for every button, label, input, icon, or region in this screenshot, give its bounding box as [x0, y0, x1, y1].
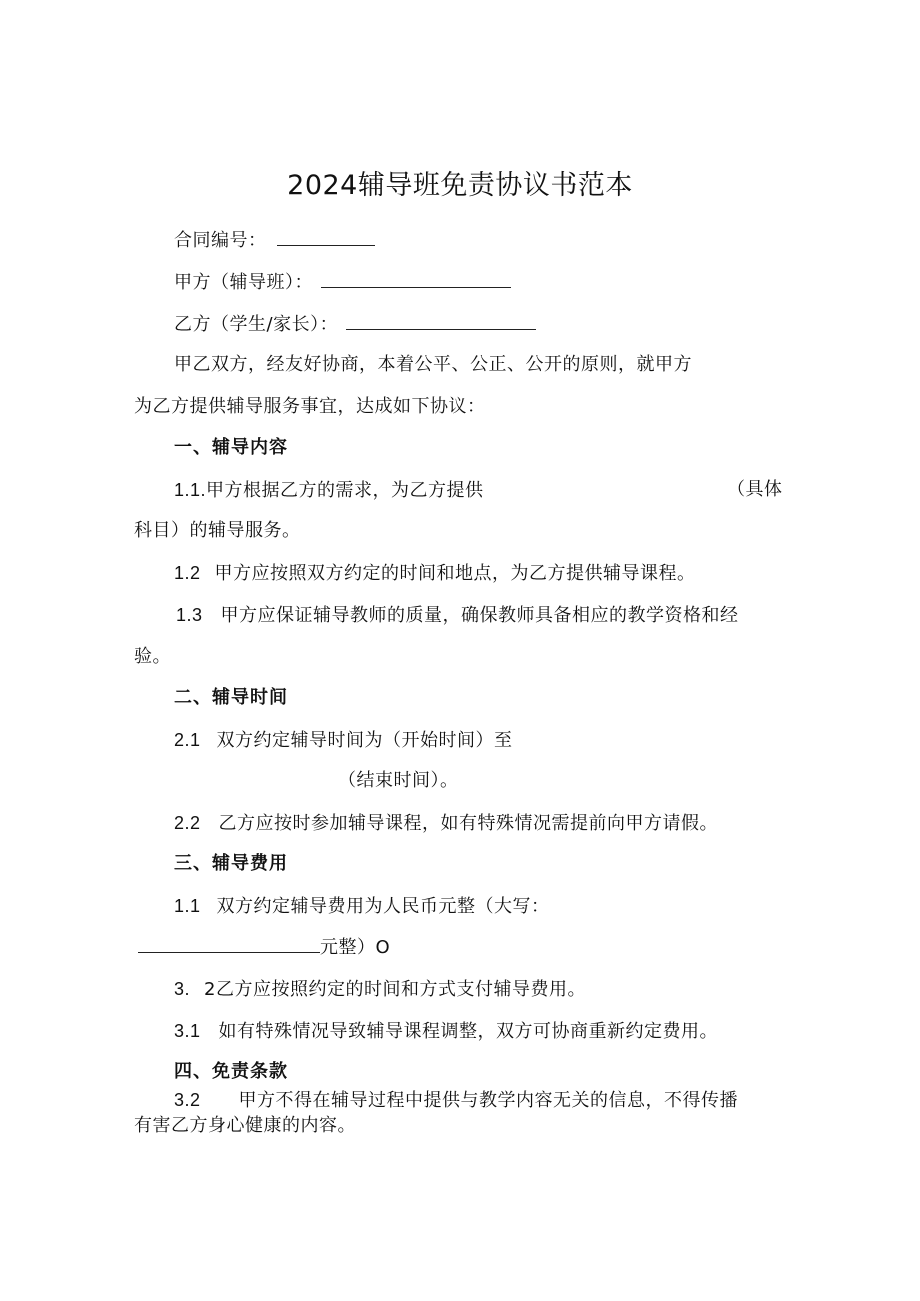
- clause-1-1-tail: （具体: [727, 479, 783, 500]
- clause-2-1-line2: （结束时间）。: [338, 770, 459, 791]
- clause-3-3: [174, 1019, 718, 1044]
- clause-1-1: [174, 478, 484, 503]
- party-b-row: [174, 313, 536, 337]
- contract-no-label: 合同编号：: [174, 230, 267, 251]
- party-a-blank: [321, 271, 511, 288]
- clause-number: 3.: [174, 979, 191, 999]
- clause-3-1: [174, 894, 550, 919]
- clause-text: 双方约定辅导费用为人民币元整（大写：: [216, 896, 550, 917]
- clause-text: 甲方应按照双方约定的时间和地点，为乙方提供辅导课程。: [214, 563, 696, 584]
- document-title: 2024辅导班免责协议书范本: [287, 170, 633, 201]
- clause-2-2: [174, 811, 718, 836]
- party-b-label: 乙方（学生/家长）：: [174, 314, 339, 335]
- clause-text: 乙方应按时参加辅导课程，如有特殊情况需提前向甲方请假。: [218, 813, 719, 834]
- clause-number: 2.1: [174, 730, 201, 750]
- amount-blank: [138, 936, 320, 953]
- clause-number: 2.2: [174, 813, 201, 833]
- clause-1-3-line2: 验。: [134, 646, 171, 667]
- clause-number: 1.2: [174, 563, 201, 583]
- clause-number: 3.1: [174, 1021, 201, 1041]
- party-a-label: 甲方（辅导班）：: [174, 272, 313, 293]
- contract-no-blank: [277, 229, 375, 246]
- section-3-heading: 三、辅导费用: [174, 853, 288, 874]
- section-2-heading: 二、辅导时间: [174, 687, 288, 708]
- clause-number: 1.1.: [174, 480, 207, 500]
- clause-1-2: [174, 561, 696, 586]
- clause-text: 甲方不得在辅导过程中提供与教学内容无关的信息，不得传播: [238, 1090, 739, 1111]
- clause-2-1: [174, 728, 513, 753]
- clause-text: 双方约定辅导时间为（开始时间）至: [216, 730, 513, 751]
- clause-4-1-line2: 有害乙方身心健康的内容。: [134, 1115, 356, 1136]
- clause-1-3: [176, 603, 739, 628]
- clause-text: 甲方应保证辅导教师的质量，确保教师具备相应的教学资格和经: [220, 605, 739, 626]
- intro-paragraph-line2: 为乙方提供辅导服务事宜，达成如下协议：: [134, 396, 486, 417]
- clause-number: 1.3: [176, 605, 203, 625]
- clause-3-2: [174, 977, 586, 1002]
- party-a-row: [174, 271, 511, 295]
- clause-text: 2乙方应按照约定的时间和方式支付辅导费用。: [204, 979, 586, 1000]
- clause-text: 元整）O: [320, 937, 391, 958]
- section-1-heading: 一、辅导内容: [174, 437, 288, 458]
- clause-4-1: [174, 1088, 738, 1113]
- section-4-heading: 四、免责条款: [174, 1061, 288, 1082]
- clause-number: 3.2: [174, 1090, 201, 1110]
- clause-text: 甲方根据乙方的需求，为乙方提供: [206, 480, 484, 501]
- party-b-blank: [346, 313, 536, 330]
- clause-number: 1.1: [174, 896, 201, 916]
- contract-no-row: [174, 229, 375, 253]
- clause-3-1-line2: [138, 936, 390, 960]
- clause-1-1-line2: 科目）的辅导服务。: [134, 520, 301, 541]
- clause-text: 如有特殊情况导致辅导课程调整，双方可协商重新约定费用。: [218, 1021, 719, 1042]
- intro-paragraph-line1: 甲乙双方，经友好协商，本着公平、公正、公开的原则，就甲方: [174, 354, 692, 375]
